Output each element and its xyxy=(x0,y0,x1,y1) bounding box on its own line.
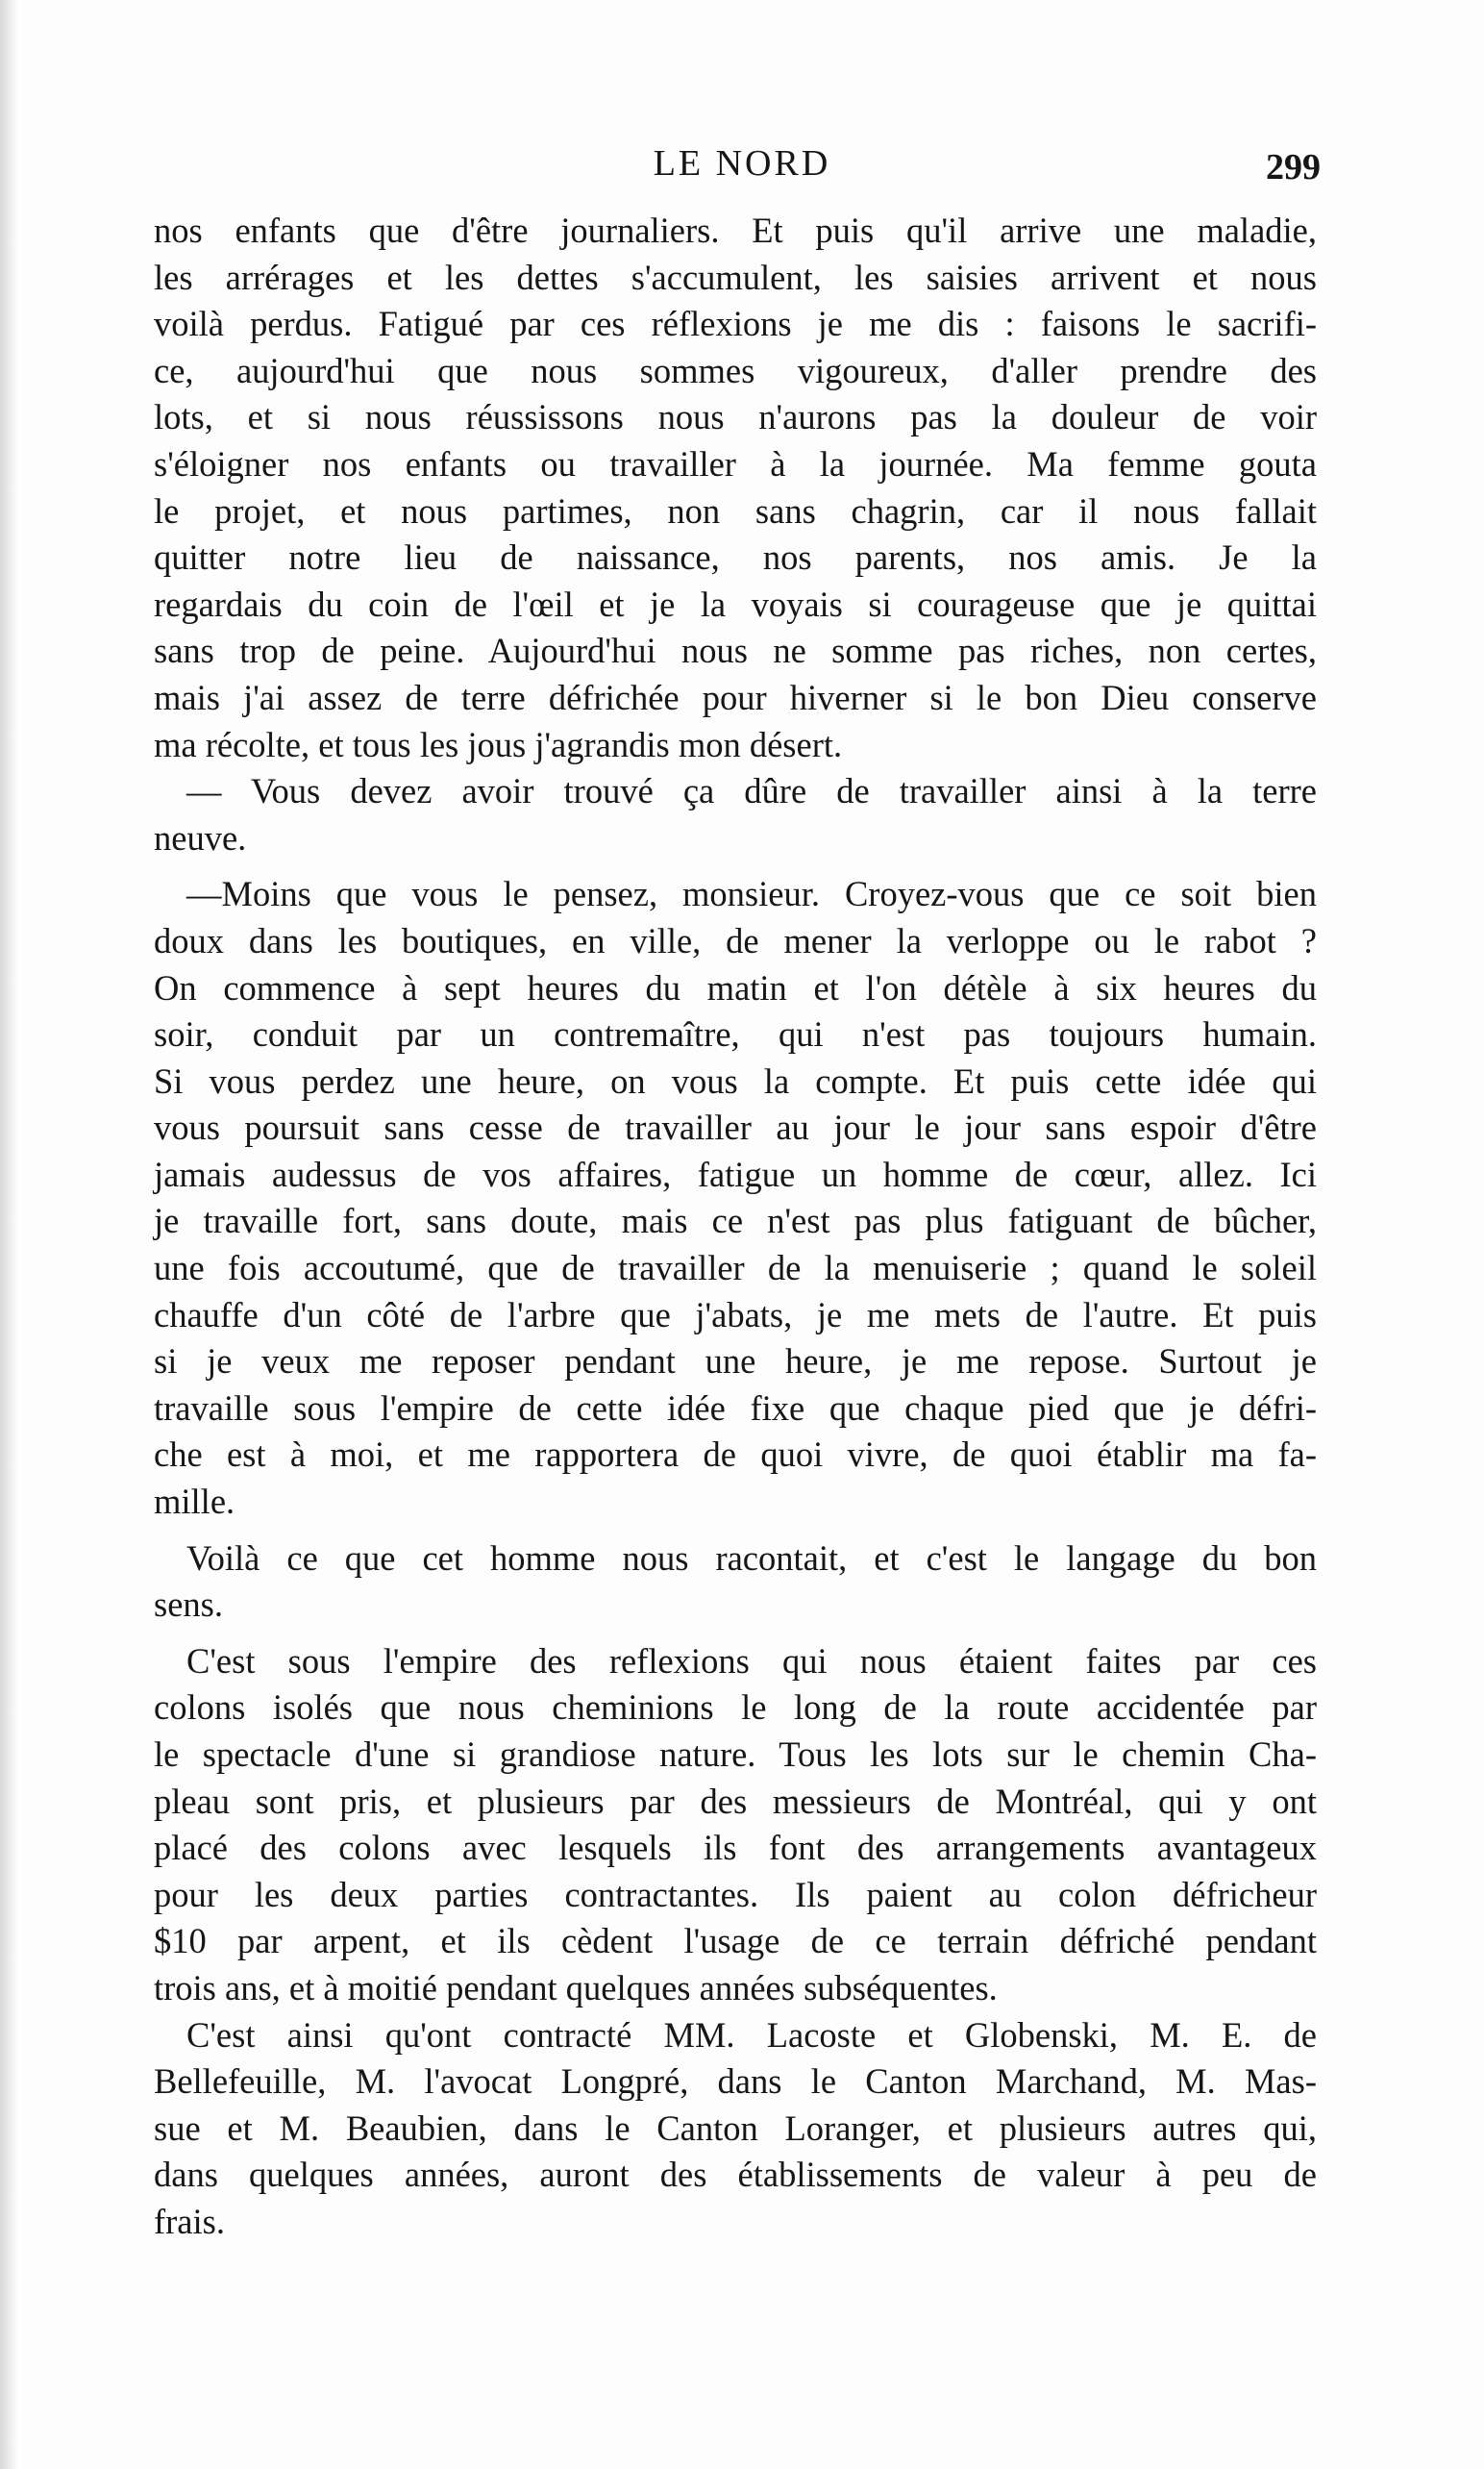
text-line: che est à moi, et me rapportera de quoi vivre, de quoi établir ma fa- xyxy=(154,1434,1317,1475)
text-line: sens. xyxy=(154,1584,223,1625)
text-line: si je veux me reposer pendant une heure, je me repose. Surtout je xyxy=(154,1341,1317,1382)
text-line: s'éloigner nos enfants ou travailler à la journée. Ma femme gouta xyxy=(154,443,1317,484)
text-line: les arrérages et les dettes s'accumulent, les saisies arrivent et nous xyxy=(154,257,1317,297)
text-line: lots, et si nous réussissons nous n'aurons pas la douleur de voir xyxy=(154,397,1317,437)
paragraph xyxy=(154,2012,1317,2246)
body-text xyxy=(154,208,1317,2246)
text-line: pleau sont pris, et plusieurs par des messieurs de Montréal, qui y ont xyxy=(154,1781,1317,1821)
text-line: chauffe d'un côté de l'arbre que j'abats, je me mets de l'autre. Et puis xyxy=(154,1294,1317,1334)
text-line: C'est ainsi qu'ont contracté MM. Lacoste et Globenski, M. E. de xyxy=(186,2014,1317,2055)
text-line: Bellefeuille, M. l'avocat Longpré, dans le Canton Marchand, M. Mas- xyxy=(154,2061,1317,2102)
text-line: placé des colons avec lesquels ils font des arrangements avantageux xyxy=(154,1828,1317,1868)
text-line: mille. xyxy=(154,1482,235,1522)
text-line: vous poursuit sans cesse de travailler au jour le jour sans espoir d'être xyxy=(154,1108,1317,1148)
page-number: 299 xyxy=(1266,147,1321,187)
text-line: quitter notre lieu de naissance, nos parents, nos amis. Je la xyxy=(154,537,1317,578)
text-line: Si vous perdez une heure, on vous la compte. Et puis cette idée qui xyxy=(154,1060,1317,1101)
text-line: le spectacle d'une si grandiose nature. Tous les lots sur le chemin Cha- xyxy=(154,1734,1317,1774)
text-line: pour les deux parties contractantes. Ils paient au colon défricheur xyxy=(154,1874,1317,1914)
text-line: dans quelques années, auront des établissements de valeur à peu de xyxy=(154,2155,1317,2195)
text-line: voilà perdus. Fatigué par ces réflexions je me dis : faisons le sacrifi- xyxy=(154,304,1317,344)
text-line: soir, conduit par un contremaître, qui n'est pas toujours humain. xyxy=(154,1014,1317,1055)
text-line: regardais du coin de l'œil et je la voyais si courageuse que je quittai xyxy=(154,584,1317,624)
text-line: frais. xyxy=(154,2201,225,2241)
text-line: je travaille fort, sans doute, mais ce n'est pas plus fatiguant de bûcher, xyxy=(154,1201,1317,1241)
text-line: —Moins que vous le pensez, monsieur. Croyez-vous que ce soit bien xyxy=(186,874,1317,914)
text-line: C'est sous l'empire des reflexions qui nous étaient faites par ces xyxy=(186,1640,1317,1681)
running-title: LE NORD xyxy=(653,143,831,184)
paragraph xyxy=(154,1638,1317,2012)
text-line: travaille sous l'empire de cette idée fixe que chaque pied que je défri- xyxy=(154,1387,1317,1428)
page-edge-shadow xyxy=(0,0,17,2469)
paragraph xyxy=(154,1535,1317,1629)
page-header xyxy=(0,142,1484,200)
text-line: jamais audessus de vos affaires, fatigue un homme de cœur, allez. Ici xyxy=(154,1154,1317,1194)
text-line: $10 par arpent, et ils cèdent l'usage de ce terrain défriché pendant xyxy=(154,1921,1317,1961)
text-line: sue et M. Beaubien, dans le Canton Loranger, et plusieurs autres qui, xyxy=(154,2107,1317,2148)
paragraph xyxy=(154,768,1317,861)
text-line: — Vous devez avoir trouvé ça dûre de travailler ainsi à la terre xyxy=(186,771,1317,811)
text-line: une fois accoutumé, que de travailler de la menuiserie ; quand le soleil xyxy=(154,1248,1317,1288)
text-line: sans trop de peine. Aujourd'hui nous ne somme pas riches, non certes, xyxy=(154,631,1317,671)
text-line: neuve. xyxy=(154,817,247,858)
paragraph xyxy=(154,871,1317,1525)
text-line: ce, aujourd'hui que nous sommes vigoureux, d'aller prendre des xyxy=(154,350,1317,390)
text-line: doux dans les boutiques, en ville, de mener la verloppe ou le rabot ? xyxy=(154,920,1317,960)
text-line: mais j'ai assez de terre défrichée pour hiverner si le bon Dieu conserve xyxy=(154,677,1317,717)
text-line: le projet, et nous partimes, non sans chagrin, car il nous fallait xyxy=(154,490,1317,531)
text-line: Voilà ce que cet homme nous racontait, et c'est le langage du bon xyxy=(186,1537,1317,1578)
text-line: ma récolte, et tous les jous j'agrandis mon désert. xyxy=(154,724,843,764)
text-line: colons isolés que nous cheminions le long de la route accidentée par xyxy=(154,1687,1317,1728)
text-line: nos enfants que d'être journaliers. Et puis qu'il arrive une maladie, xyxy=(154,211,1317,250)
text-line: trois ans, et à moitié pendant quelques années subséquentes. xyxy=(154,1967,998,2008)
text-line: On commence à sept heures du matin et l'on détèle à six heures du xyxy=(154,967,1317,1008)
paragraph xyxy=(154,208,1317,768)
